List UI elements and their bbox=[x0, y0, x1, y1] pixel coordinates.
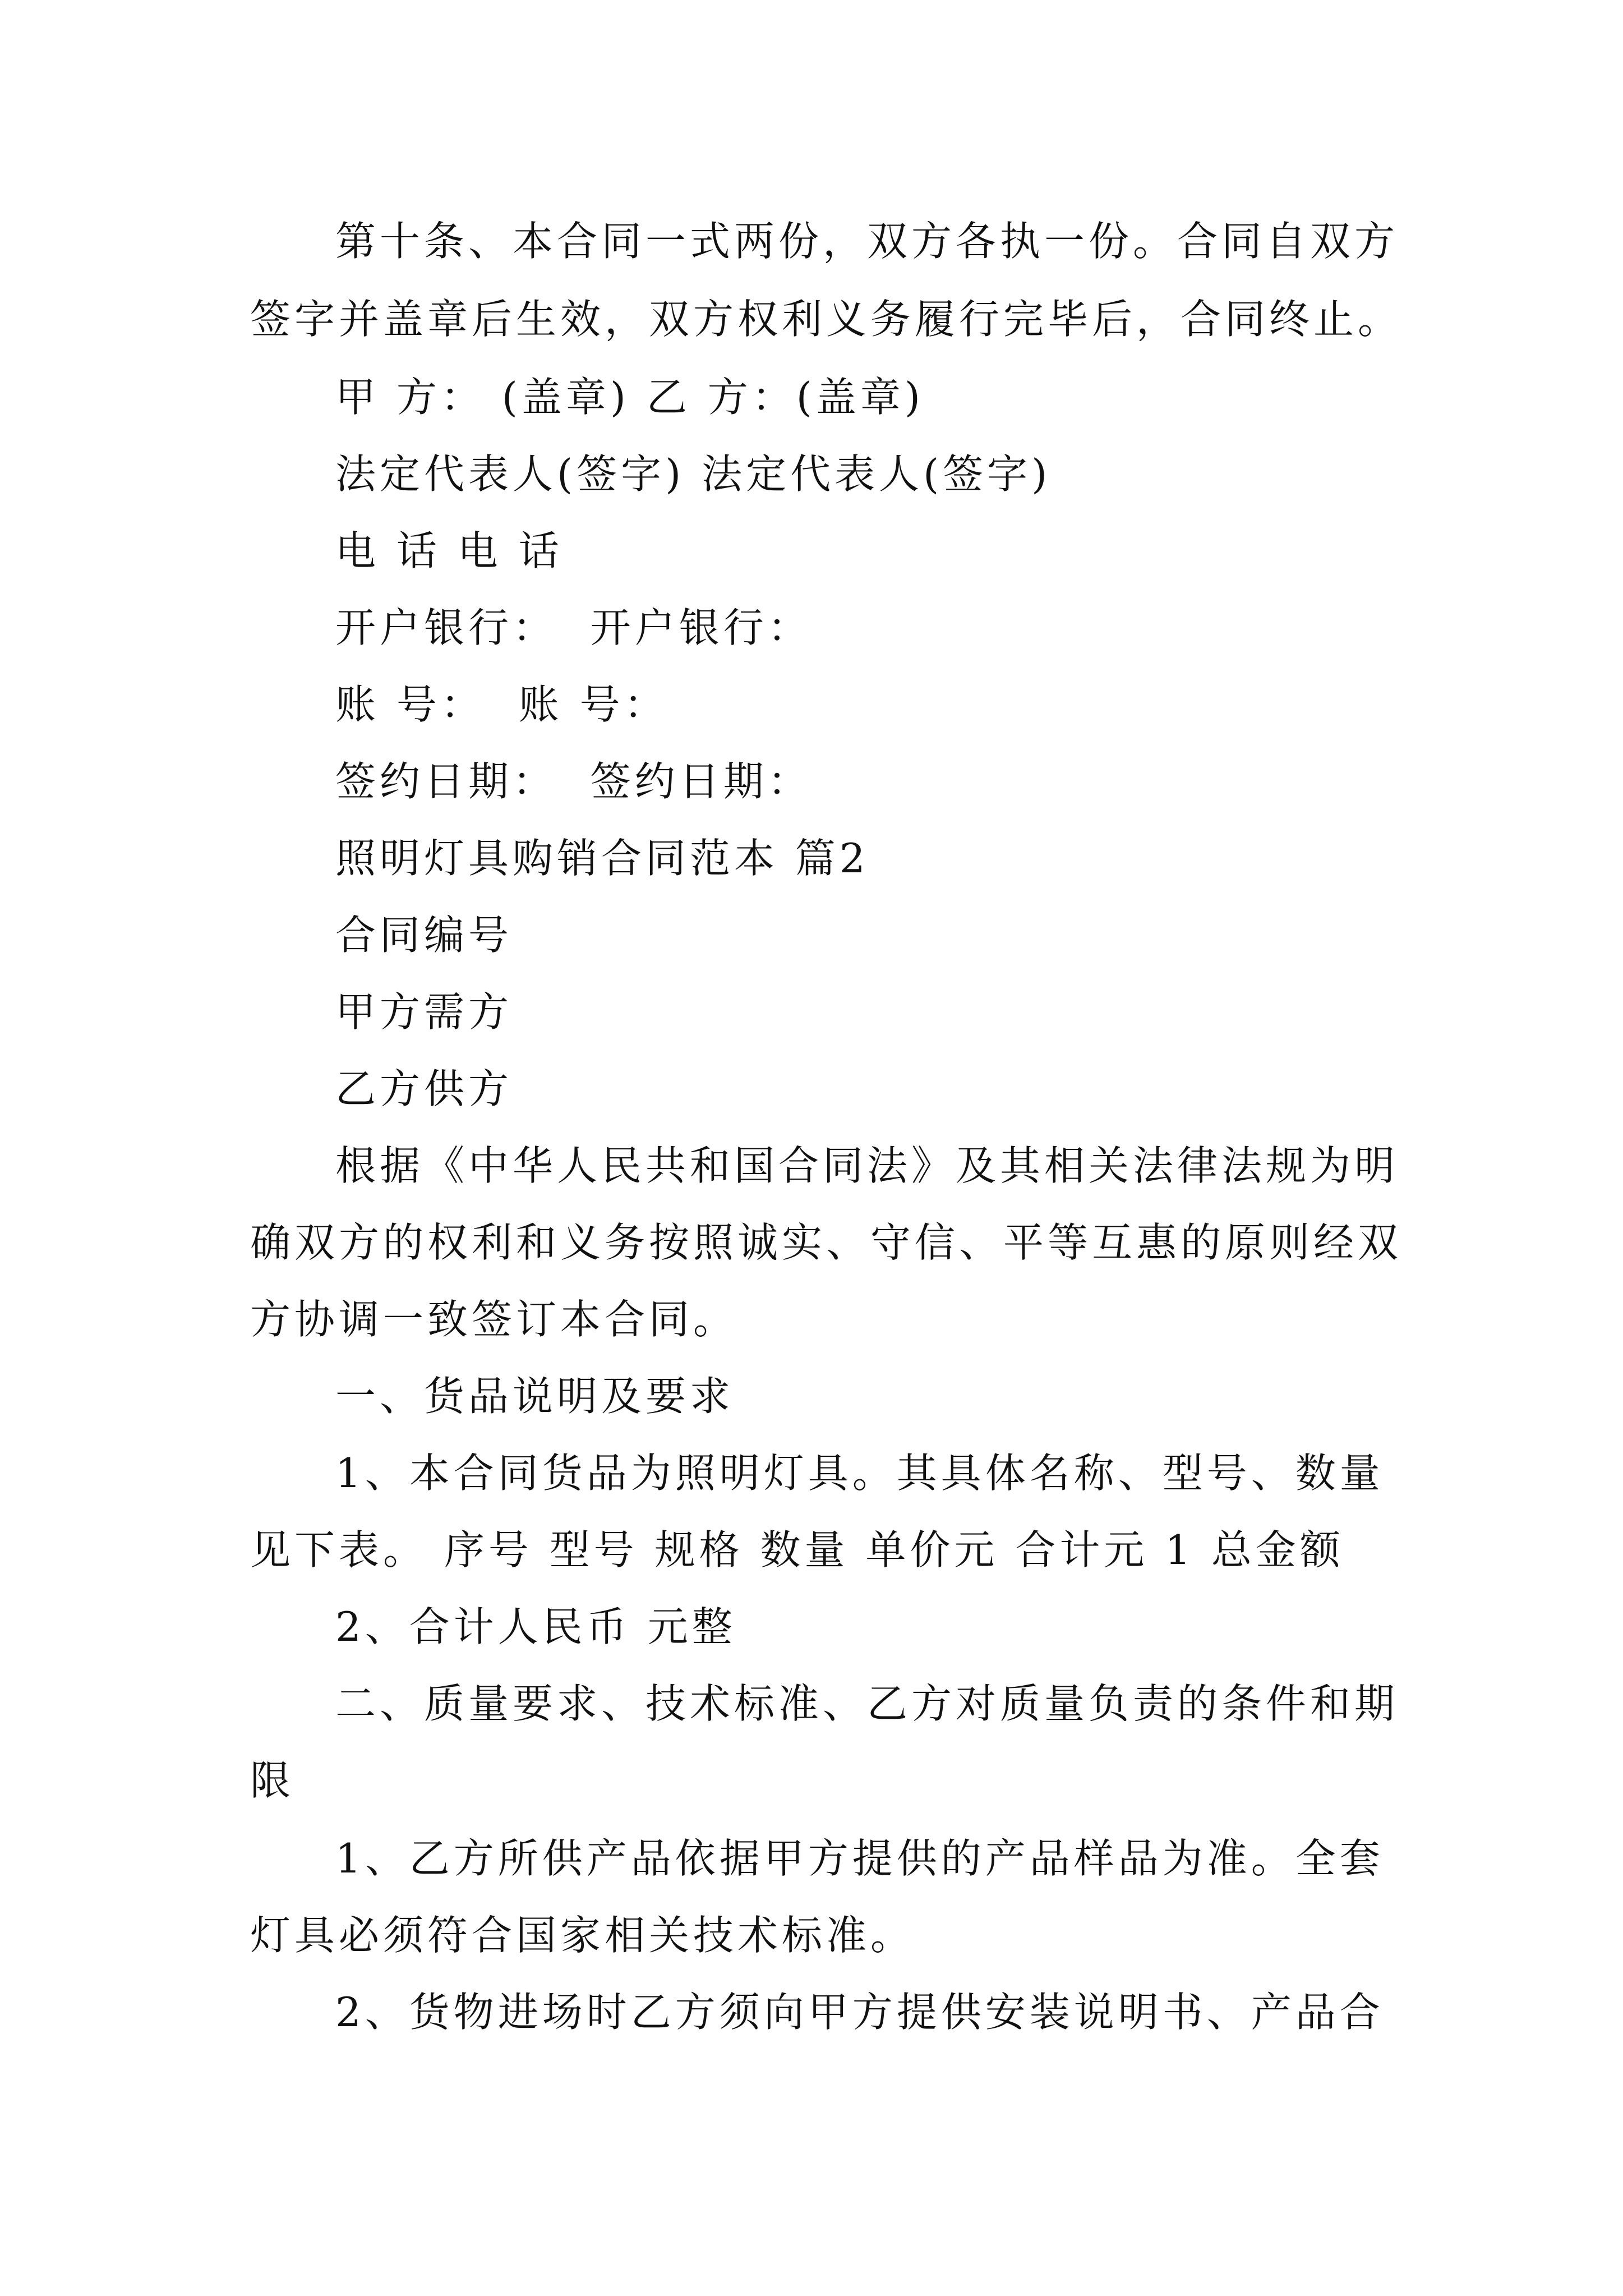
text-line: 合同编号 bbox=[335, 912, 513, 959]
text-line: 方协调一致签订本合同。 bbox=[250, 1296, 738, 1343]
text-line: 甲方需方 bbox=[335, 988, 513, 1036]
text-line: 灯具必须符合国家相关技术标准。 bbox=[250, 1912, 915, 1959]
text-line: 照明灯具购销合同范本 篇2 bbox=[335, 835, 869, 882]
text-line: 账 号： 账 号： bbox=[335, 681, 668, 728]
text-line: 见下表。 序号 型号 规格 数量 单价元 合计元 1 总金额 bbox=[250, 1526, 1344, 1573]
text-line: 签字并盖章后生效，双方权利义务履行完毕后，合同终止。 bbox=[250, 296, 1403, 343]
text-line: 限 bbox=[250, 1757, 295, 1804]
text-line: 确双方的权利和义务按照诚实、守信、平等互惠的原则经双 bbox=[250, 1219, 1403, 1266]
text-line: 签约日期： 签约日期： bbox=[335, 758, 812, 805]
text-line: 1、乙方所供产品依据甲方提供的产品样品为准。全套 bbox=[335, 1835, 1384, 1882]
text-line: 一、货品说明及要求 bbox=[335, 1373, 735, 1420]
text-line: 开户银行： 开户银行： bbox=[335, 604, 812, 651]
text-line: 根据《中华人民共和国合同法》及其相关法律法规为明 bbox=[335, 1142, 1399, 1189]
text-line: 乙方供方 bbox=[335, 1065, 513, 1112]
text-line: 2、合计人民币 元整 bbox=[335, 1603, 736, 1650]
text-line: 电 话 电 话 bbox=[335, 527, 563, 574]
text-line: 法定代表人(签字) 法定代表人(签字) bbox=[335, 450, 1052, 498]
text-line: 2、货物进场时乙方须向甲方提供安装说明书、产品合 bbox=[335, 1989, 1384, 2036]
text-line: 第十条、本合同一式两份，双方各执一份。合同自双方 bbox=[335, 218, 1399, 265]
text-line: 甲 方： (盖章) 乙 方：(盖章) bbox=[335, 374, 924, 421]
text-line: 1、本合同货品为照明灯具。其具体名称、型号、数量 bbox=[335, 1450, 1384, 1497]
text-line: 二、质量要求、技术标准、乙方对质量负责的条件和期 bbox=[335, 1680, 1399, 1727]
